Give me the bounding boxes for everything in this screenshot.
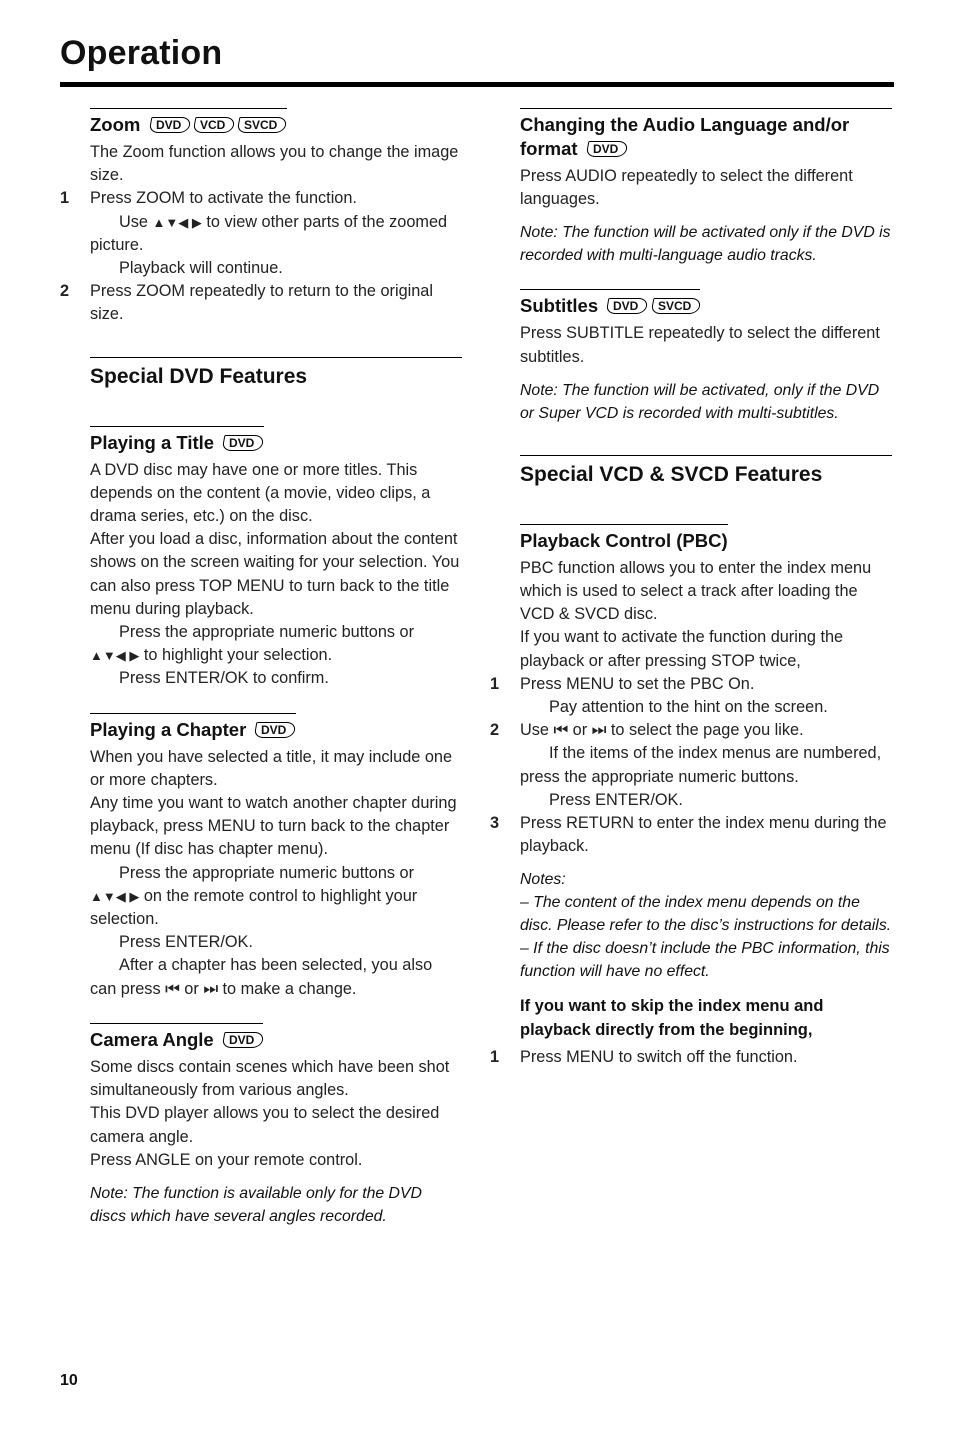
subtitles-p1: Press SUBTITLE repeatedly to select the different subtitles.: [520, 324, 880, 366]
arrow-keys-icon: ▲▼◀ ▶: [90, 648, 140, 664]
arrow-keys-icon: ▲▼◀ ▶: [90, 888, 140, 904]
dvd-badge-icon: DVD: [606, 298, 649, 314]
skip-step-1-text: Press MENU to switch off the function.: [520, 1047, 798, 1066]
pbc-step-2-cont2: Press ENTER/OK.: [549, 790, 683, 809]
audio-note: Note: The function will be activated only if the DVD is recorded with multi-language audio tracks.: [520, 224, 891, 265]
chapter-p1: When you have selected a title, it may include one or more chapters.: [90, 747, 453, 789]
svcd-badge-icon: SVCD: [650, 298, 701, 314]
step-number: 3: [490, 814, 500, 833]
pbc-step-2-pre: Use: [520, 721, 554, 740]
zoom-use-post: to view other parts of the zoomed picture.: [90, 212, 448, 254]
skip-heading: If you want to skip the index menu and playback directly from the beginning,: [520, 997, 824, 1039]
zoom-heading-text: Zoom: [90, 114, 141, 135]
zoom-heading: [90, 108, 287, 137]
pbc-step-2-cont: If the items of the index menus are numbered, press the appropriate numeric buttons.: [520, 744, 882, 786]
pbc-heading: Playback Control (PBC): [520, 524, 728, 553]
arrow-keys-icon: ▲▼◀ ▶: [152, 214, 202, 230]
subtitles-note: Note: The function will be activated, only if the DVD or Super VCD is recorded with multi-subtitles.: [520, 381, 880, 422]
dvd-badge-icon: DVD: [254, 722, 297, 738]
audio-heading: [520, 108, 892, 161]
chapter-p3b: [90, 885, 462, 931]
pbc-notes-label: Notes:: [520, 871, 566, 889]
pbc-step-3-text: Press RETURN to enter the index menu during the playback.: [520, 814, 887, 856]
chapter-p3: Press the appropriate numeric buttons or: [119, 863, 415, 882]
step-number: 1: [490, 1047, 500, 1066]
pbc-note-2: – If the disc doesn’t include the PBC information, this function will have no effect.: [520, 940, 890, 981]
pbc-step-1-text: Press MENU to set the PBC On.: [520, 674, 755, 693]
pbc-p1: PBC function allows you to enter the index menu which is used to select a track after loading the VCD & SVCD disc.: [520, 558, 872, 624]
special-dvd-heading: Special DVD Features: [90, 357, 462, 390]
previous-icon: ⏮: [165, 979, 180, 998]
camera-p1: Some discs contain scenes which have been shot simultaneously from various angles.: [90, 1057, 450, 1100]
step-number: 1: [60, 189, 70, 208]
svcd-badge-icon: SVCD: [237, 117, 288, 133]
playing-title-heading: [90, 426, 264, 455]
chapter-p5-or: or: [179, 979, 204, 998]
zoom-step-2: [60, 280, 462, 326]
chapter-p4: Press ENTER/OK.: [119, 933, 253, 952]
zoom-step-1-use: [90, 211, 462, 257]
left-column: [60, 108, 462, 1228]
subtitles-heading-text: Subtitles: [520, 295, 599, 317]
camera-angle-heading: [90, 1023, 263, 1052]
camera-angle-heading-text: Camera Angle: [90, 1028, 214, 1050]
dvd-badge-icon: DVD: [148, 117, 191, 133]
right-column: [490, 108, 892, 1069]
step-number: 1: [490, 674, 500, 693]
playing-chapter-heading-text: Playing a Chapter: [90, 718, 247, 740]
camera-p3: Press ANGLE on your remote control.: [90, 1150, 363, 1169]
zoom-use-pre: Use: [119, 212, 153, 231]
zoom-step-2-text: Press ZOOM repeatedly to return to the original size.: [90, 282, 433, 324]
zoom-intro: The Zoom function allows you to change the image size.: [90, 143, 459, 185]
chapter-p5: [90, 954, 462, 1000]
pbc-step-2-or: or: [568, 721, 592, 740]
page-title: Operation: [60, 34, 223, 72]
dvd-badge-icon: DVD: [221, 1032, 264, 1048]
playing-title-heading-text: Playing a Title: [90, 431, 215, 453]
chapter-p5-text: After a chapter has been selected, you also can press: [90, 956, 433, 998]
previous-icon: ⏮: [553, 721, 569, 740]
title-p4: Press ENTER/OK to confirm.: [119, 669, 329, 688]
next-icon: ⏭: [203, 979, 218, 998]
camera-p2: This DVD player allows you to select the desired camera angle.: [90, 1104, 440, 1146]
subtitles-heading: [520, 289, 700, 318]
pbc-note-1: – The content of the index menu depends on the disc. Please refer to the disc’s instructions for details.: [520, 894, 892, 935]
pbc-step-1: [490, 673, 892, 696]
skip-step-1: [490, 1046, 892, 1069]
special-vcd-heading: Special VCD & SVCD Features: [520, 455, 892, 488]
pbc-step-3: [490, 812, 892, 858]
pbc-step-2-post: to select the page you like.: [606, 721, 804, 740]
chapter-p2: Any time you want to watch another chapter during playback, press MENU to turn back to the chapter menu (If disc has chapter menu).: [90, 794, 457, 859]
pbc-step-1-cont: Pay attention to the hint on the screen.: [549, 698, 828, 717]
vcd-badge-icon: VCD: [192, 117, 235, 133]
camera-note: Note: The function is available only for the DVD discs which have several angles recorded.: [90, 1184, 422, 1225]
chapter-p3b-text: on the remote control to highlight your selection.: [90, 886, 418, 929]
title-p2: After you load a disc, information about the content shows on the screen waiting for your selection. You can also press TOP MENU to turn back to the title menu during playback.: [90, 530, 460, 618]
playing-chapter-heading: [90, 713, 296, 742]
audio-p1: Press AUDIO repeatedly to select the different languages.: [520, 167, 853, 209]
title-p1: A DVD disc may have one or more titles. This depends on the content (a movie, video clips, a drama series, etc.) on the disc.: [90, 460, 431, 526]
pbc-p2: If you want to activate the function during the playback or after pressing STOP twice,: [520, 628, 844, 670]
title-rule: [60, 82, 894, 87]
pbc-step-2: [490, 719, 892, 742]
zoom-step-1: [60, 187, 462, 210]
dvd-badge-icon: DVD: [222, 435, 265, 451]
step-number: 2: [490, 721, 500, 740]
zoom-step-1-text: Press ZOOM to activate the function.: [90, 189, 357, 208]
step-number: 2: [60, 282, 70, 301]
next-icon: ⏭: [591, 721, 607, 740]
dvd-badge-icon: DVD: [585, 141, 628, 157]
title-p3: Press the appropriate numeric buttons or: [119, 623, 415, 642]
page-number: 10: [60, 1372, 78, 1389]
title-p3b-text: to highlight your selection.: [139, 646, 333, 665]
zoom-step-1-cont: Playback will continue.: [119, 259, 283, 278]
title-p3b: [90, 644, 462, 667]
chapter-p5-end: to make a change.: [217, 979, 357, 998]
audio-heading-text: Changing the Audio Language and/or format: [520, 114, 850, 159]
